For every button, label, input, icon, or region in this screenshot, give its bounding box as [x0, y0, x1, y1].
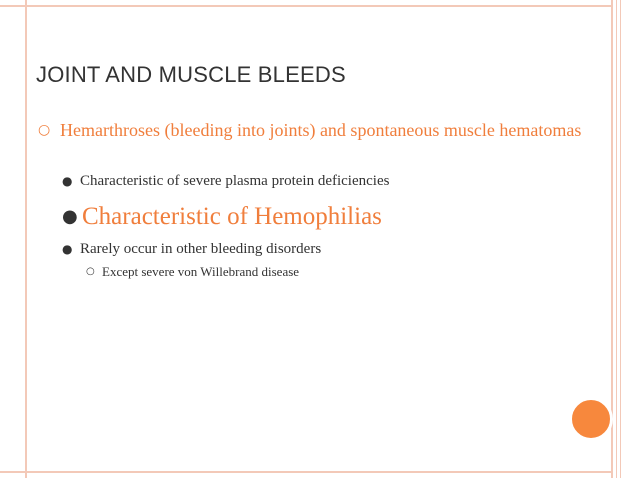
bullet-text: Characteristic of Hemophilias	[82, 203, 382, 230]
bullet-level1	[38, 119, 598, 142]
border-right-line	[616, 0, 617, 478]
bullet-level2	[62, 170, 389, 192]
bullet-level3	[86, 262, 299, 282]
border-right-line	[611, 0, 613, 478]
bullet-text: Except severe von Willebrand disease	[102, 264, 300, 279]
filled-circle-icon: ●	[62, 206, 78, 227]
filled-circle-icon: ●	[62, 242, 73, 256]
border-top-line	[0, 5, 612, 7]
border-left-line	[25, 0, 27, 478]
bullet-text: Hemarthroses (bleeding into joints) and spontaneous muscle hematomas	[60, 120, 582, 140]
border-bottom-line	[0, 471, 612, 473]
orange-circle-icon	[569, 397, 613, 441]
bullet-text: Rarely occur in other bleeding disorders	[80, 241, 322, 257]
hollow-circle-icon: ○	[38, 122, 51, 138]
filled-circle-icon: ●	[62, 174, 73, 188]
bullet-text: Characteristic of severe plasma protein deficiencies	[80, 173, 390, 189]
border-right-line	[620, 0, 621, 478]
hollow-circle-icon: ○	[86, 266, 95, 277]
slide-title: JOINT AND MUSCLE BLEEDS	[36, 62, 346, 87]
bullet-level2	[62, 238, 321, 260]
bullet-level2-emphasis	[62, 200, 382, 234]
